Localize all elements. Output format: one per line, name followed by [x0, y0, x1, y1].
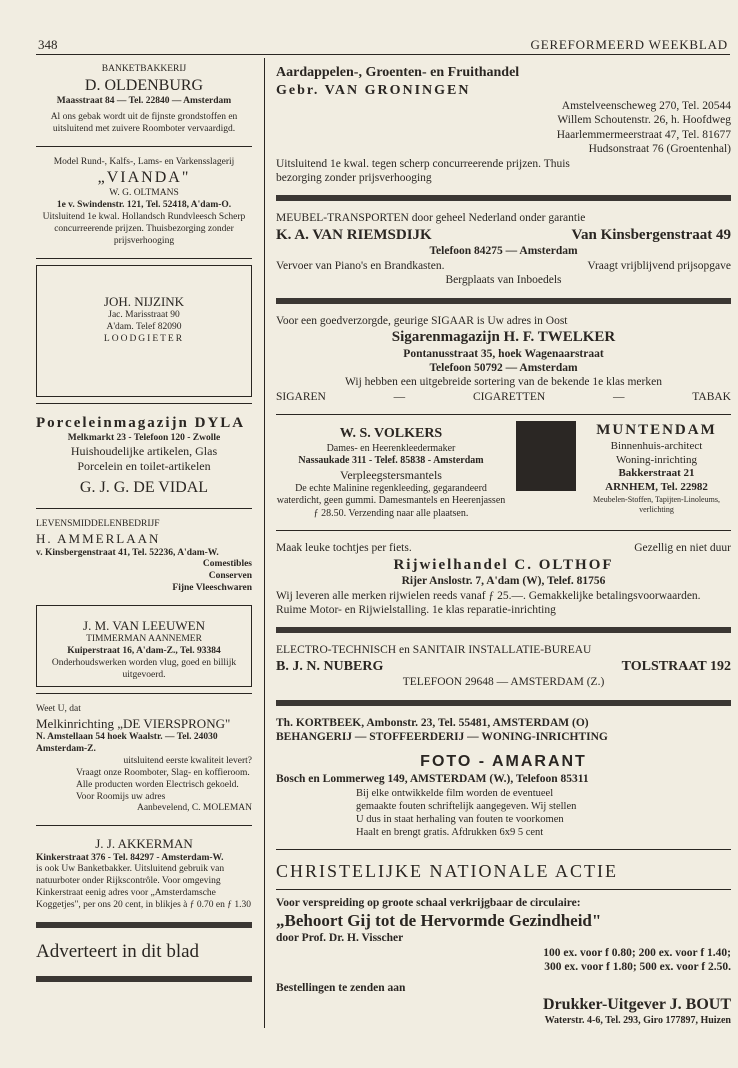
ad-name: J. J. AKKERMAN	[95, 836, 193, 852]
ad-text: Uitsluitend 1e kwal. tegen scherp concurreerende prijzen. Thuis bezorging zonder prijsverhooging	[276, 157, 570, 184]
ad-address: Kuiperstraat 16, A'dam-Z., Tel. 93384	[67, 646, 221, 657]
ad-text: Bestellingen te zenden aan	[276, 981, 406, 994]
ad-row-volkers-muntendam	[276, 421, 731, 524]
ad-trade: LOODGIETER	[103, 333, 185, 344]
ad-name: Rijwielhandel C. OLTHOF	[393, 556, 614, 573]
adverteer-text: Adverteert in dit blad	[36, 940, 200, 962]
ad-trade: TIMMERMAN AANNEMER	[86, 634, 202, 645]
ad-printer: Drukker-Uitgever J. BOUT	[543, 995, 731, 1013]
ad-text: Porcelein en toilet-artikelen	[77, 459, 211, 474]
ad-text: Al ons gebak wordt uit de fijnste grondstoffen en uitsluitend met zuivere Roomboter vervaardigd.	[50, 111, 238, 134]
ad-address: Amstelveenscheweg 270, Tel. 20544	[561, 100, 731, 112]
ad-address: Willem Schoutenstr. 26, h. Hoofdweg	[557, 114, 731, 127]
divider	[36, 825, 252, 826]
divider	[36, 403, 252, 404]
ad-address: TOLSTRAAT 192	[621, 658, 731, 674]
ad-name: Porceleinmagazijn DYLA	[36, 414, 246, 431]
divider	[36, 693, 252, 694]
ad-name: Sigarenmagazijn H. F. TWELKER	[391, 328, 616, 345]
ad-item: —	[612, 390, 625, 403]
ad-name: W. S. VOLKERS	[339, 426, 443, 442]
ad-text: gemaakte fouten schriftelijk aangegeven. Wij stellen	[356, 800, 577, 812]
ad-cna	[276, 856, 731, 1031]
ad-price: 100 ex. voor f 0.80; 200 ex. voor f 1.40;	[543, 946, 731, 959]
ad-name: Melkinrichting „DE VIERSPRONG"	[36, 715, 231, 731]
ad-viersprong	[36, 700, 252, 819]
ad-address: Haarlemmermeerstraat 47, Tel. 81677	[556, 128, 731, 141]
ad-author: door Prof. Dr. H. Visscher	[276, 932, 404, 945]
ad-olthof	[276, 537, 731, 621]
ad-price: 300 ex. voor f 1.80; 500 ex. voor f 2.50.	[544, 961, 731, 974]
ad-text: Voor een goedverzorgde, geurige SIGAAR is Uw adres in Oost	[276, 314, 568, 327]
ad-name: Gebr. VAN GRONINGEN	[276, 82, 471, 98]
ad-type: Model Rund-, Kalfs-, Lams- en Varkensslagerij	[53, 156, 235, 167]
ad-text: Bij elke ontwikkelde film worden de eventueel	[356, 787, 554, 799]
publication-title: GEREFORMEERD WEEKBLAD	[530, 37, 728, 52]
dark-bar	[276, 195, 731, 201]
ad-text: Wij hebben een uitgebreide sortering van de bekende 1e klas merken	[345, 376, 662, 389]
ad-akkerman	[36, 832, 252, 916]
ad-vianda	[36, 153, 252, 252]
ad-item: TABAK	[692, 390, 731, 403]
ad-top-row	[276, 541, 731, 555]
ad-address: 1e v. Swindenstr. 121, Tel. 52418, A'dam-O.	[56, 200, 232, 211]
ad-address: N. Amstellaan 54 hoek Waalstr. — Tel. 24030 Amsterdam-Z.	[36, 732, 218, 754]
divider	[276, 414, 731, 415]
ad-name: D. OLDENBURG	[84, 76, 204, 94]
ad-text-row	[276, 259, 731, 273]
ad-text: De echte Malinine regenkleeding, gegarandeerd waterdicht, geen gummi. Damesmantels en Heerenjassen ƒ 28.50. Verzending naar alle plaatsen.	[276, 482, 506, 519]
ad-name-row	[276, 658, 731, 676]
ad-text: is ook Uw Banketbakker. Uitsluitend gebruik van natuurboter onder Rijkscontrôle. Voor omgeving Kinkerstraat eenig adres voor „Amsterdamsche Koggetjes", per ons 20 cent, in blikjes à ƒ 0.70 en ƒ 1.30	[36, 864, 251, 910]
ad-subtitle: Verpleegstersmantels	[340, 467, 442, 482]
ad-owner: G. J. G. DE VIDAL	[79, 479, 209, 497]
ad-dyla	[36, 410, 252, 503]
ad-nijzink	[36, 265, 252, 397]
divider	[276, 530, 731, 531]
ad-phone: Telefoon 84275 — Amsterdam	[429, 245, 578, 258]
dark-bar	[276, 298, 731, 304]
ad-type: BANKETBAKKERIJ	[101, 64, 187, 74]
ad-city: ARNHEM, Tel. 22982	[605, 481, 708, 494]
ad-intro: Weet U, dat	[36, 704, 81, 714]
ad-address: Nassaukade 311 - Telef. 85838 - Amsterdam	[298, 455, 484, 467]
ad-item: Fijne Vleeschwaren	[172, 583, 252, 594]
ad-booklet-title: „Behoort Gij tot de Hervormde Gezindheid"	[276, 911, 602, 931]
ad-text: Wij leveren alle merken rijwielen reeds vanaf ƒ 25.—. Gemakkelijke betalingsvoorwaarden. Ruime Motor- en Rijwielstalling. 1e klas reparatie-inrichting	[276, 589, 701, 616]
ad-owner: W. G. OLTMANS	[109, 188, 179, 199]
header-rule	[36, 54, 730, 55]
divider	[276, 889, 731, 890]
ad-item: —	[393, 390, 406, 403]
ad-type: Aardappelen-, Groenten- en Fruithandel	[276, 65, 520, 80]
muntendam-text	[582, 421, 731, 524]
ad-address: Waterstr. 4-6, Tel. 293, Giro 177897, Huizen	[544, 1014, 731, 1026]
ad-name: H. AMMERLAAN	[36, 531, 161, 547]
ad-text: Gezellig en niet duur	[634, 542, 731, 555]
ad-foto	[276, 748, 731, 843]
divider	[36, 258, 252, 259]
ad-item: Comestibles	[202, 559, 252, 570]
ad-text: ELECTRO-TECHNISCH en SANITAIR INSTALLATIE-BUREAU	[276, 644, 592, 657]
ad-text: Binnenhuis-architect	[610, 439, 703, 452]
ad-name: „VIANDA"	[97, 169, 191, 187]
ad-name: J. M. VAN LEEUWEN	[83, 618, 205, 633]
dark-bar	[276, 700, 731, 706]
ad-ammerlaan	[36, 515, 252, 599]
divider	[276, 849, 731, 850]
ad-text: Woning-inrichting	[616, 453, 697, 466]
ad-nuberg	[276, 639, 731, 693]
ad-text: Vervoer van Piano's en Brandkasten.	[276, 259, 445, 272]
ad-address: Jac. Marisstraat 90	[108, 310, 180, 320]
ad-text: Onderhoudswerken worden vlug, goed en billijk uitgevoerd.	[51, 658, 237, 680]
ad-address: Maasstraat 84 — Tel. 22840 — Amsterdam	[56, 95, 232, 106]
column-rule	[264, 58, 265, 1028]
ad-volkers	[276, 421, 506, 524]
ad-address: Hudsonstraat 76 (Groentenhal)	[588, 143, 731, 156]
ad-name: K. A. VAN RIEMSDIJK	[276, 226, 432, 243]
ad-address: Bakkerstraat 21	[618, 467, 695, 480]
ad-item: CIGARETTEN	[472, 390, 546, 403]
ad-item: Conserven	[208, 571, 252, 582]
ad-text: Vraagt onze Roomboter, Slag- en koffieroom. Alle producten worden Electrisch gekoeld. Voor Roomijs uw adres	[76, 767, 250, 802]
ad-address: v. Kinsbergenstraat 41, Tel. 52236, A'dam-W.	[36, 547, 219, 558]
ad-address: A'dam. Telef 82090	[106, 321, 182, 332]
ad-title: CHRISTELIJKE NATIONALE ACTIE	[276, 861, 618, 882]
divider	[36, 146, 252, 147]
ad-muntendam	[516, 421, 731, 524]
ad-address: Rijer Anslostr. 7, A'dam (W), Telef. 81756	[401, 575, 606, 588]
top-margin	[0, 0, 738, 34]
ad-name-row	[276, 226, 731, 245]
ad-riemsdijk	[276, 207, 731, 291]
dark-bar	[36, 976, 252, 982]
ad-text: Vraagt vrijblijvend prijsopgave	[587, 259, 731, 272]
ad-address: Bosch en Lommerweg 149, AMSTERDAM (W.), Telefoon 85311	[276, 773, 589, 786]
muntendam-logo-icon	[516, 421, 576, 491]
ad-text: U dus in staat herhaling van fouten te voorkomen	[356, 814, 564, 825]
ad-text: Haalt en brengt gratis. Afdrukken 6x9 5 cent	[356, 827, 544, 839]
ad-text: Th. KORTBEEK, Ambonstr. 23, Tel. 55481, AMSTERDAM (O)	[276, 716, 589, 729]
ad-text: Maak leuke tochtjes per fiets.	[276, 542, 412, 555]
ad-text: BEHANGERIJ — STOFFEERDERIJ — WONING-INRICHTING	[276, 731, 608, 743]
ad-footer: Meubelen-Stoffen, Tapijten-Linoleums, verlichting	[593, 494, 720, 514]
ad-name: B. J. N. NUBERG	[276, 658, 384, 674]
ad-name: JOH. NIJZINK	[103, 293, 185, 309]
ad-type: Dames- en Heerenkleedermaker	[326, 442, 456, 454]
ad-text: Bergplaats van Inboedels	[445, 274, 562, 287]
ad-address: Kinkerstraat 376 - Tel. 84297 - Amsterdam-W.	[36, 852, 224, 863]
ad-item: SIGAREN	[276, 390, 326, 403]
ad-name: MUNTENDAM	[596, 422, 717, 439]
dark-bar	[36, 922, 252, 928]
ad-text: uitsluitend eerste kwaliteit levert?	[123, 755, 252, 766]
left-column	[36, 60, 252, 988]
ad-items	[276, 390, 731, 404]
ad-address: Pontanusstraat 35, hoek Wagenaarstraat	[403, 347, 604, 360]
divider	[36, 508, 252, 509]
page-number: 348	[38, 37, 58, 52]
dark-bar	[276, 627, 731, 633]
ad-phone: Telefoon 50792 — Amsterdam	[429, 362, 578, 374]
ad-oldenburg	[36, 60, 252, 140]
ad-text: Uitsluitend 1e kwal. Hollandsch Rundvleesch Scherp concurreerende prijzen. Thuisbezorging zonder prijsverhooging	[42, 212, 246, 246]
ad-leeuwen	[36, 605, 252, 687]
ad-twelker	[276, 310, 731, 409]
ad-address: Van Kinsbergenstraat 49	[571, 226, 731, 243]
ad-signature: Aanbevelend, C. MOLEMAN	[136, 803, 252, 814]
ad-text: MEUBEL-TRANSPORTEN door geheel Nederland onder garantie	[276, 212, 586, 225]
ad-groningen	[276, 60, 731, 189]
ad-phone: TELEFOON 29648 — AMSTERDAM (Z.)	[402, 676, 605, 689]
ad-address: Melkmarkt 23 - Telefoon 120 - Zwolle	[67, 432, 221, 443]
ad-text: Voor verspreiding op groote schaal verkrijgbaar de circulaire:	[276, 896, 581, 909]
ad-text: Huishoudelijke artikelen, Glas	[70, 444, 218, 459]
right-column	[276, 60, 731, 1031]
ad-name: FOTO - AMARANT	[420, 753, 587, 771]
ad-type: LEVENSMIDDELENBEDRIJF	[36, 519, 160, 530]
ad-kortbeek	[276, 712, 731, 749]
